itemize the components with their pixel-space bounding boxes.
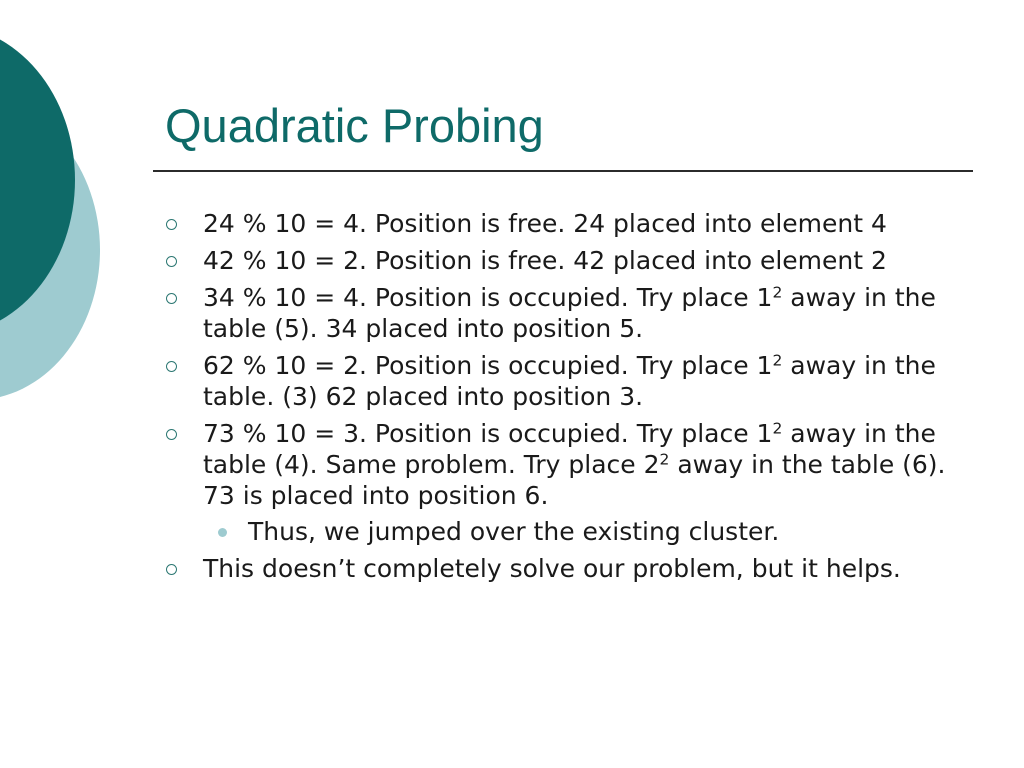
bullet-item	[160, 553, 970, 584]
bullet-text-part: away in the table. (3) 62 placed into position 3.	[203, 351, 936, 411]
bullet-item	[160, 208, 970, 239]
exponent: 2	[772, 283, 783, 302]
bullet-item	[160, 350, 970, 412]
sub-bullet-list	[203, 516, 970, 547]
bullet-text-part: 73 % 10 = 3. Position is occupied. Try place 1	[203, 419, 773, 448]
title-divider	[153, 170, 973, 172]
bullet-list	[160, 208, 970, 590]
bullet-item	[160, 282, 970, 344]
bullet-text: 42 % 10 = 2. Position is free. 42 placed into element 2	[203, 246, 887, 275]
bullet-text-part: 34 % 10 = 4. Position is occupied. Try place 1	[203, 283, 773, 312]
exponent: 2	[772, 419, 783, 438]
filled-dot-bullet-icon	[218, 528, 227, 537]
slide-title: Quadratic Probing	[165, 99, 544, 152]
bullet-text-part: 62 % 10 = 2. Position is occupied. Try place 1	[203, 351, 773, 380]
hollow-circle-bullet-icon	[166, 219, 177, 230]
hollow-circle-bullet-icon	[166, 256, 177, 267]
bullet-item	[160, 245, 970, 276]
exponent: 2	[659, 450, 670, 469]
hollow-circle-bullet-icon	[166, 429, 177, 440]
bullet-text-part: away in the table (4). Same problem. Try place 2	[203, 419, 936, 479]
hollow-circle-bullet-icon	[166, 361, 177, 372]
hollow-circle-bullet-icon	[166, 564, 177, 575]
sub-bullet-item	[203, 516, 970, 547]
bullet-text: This doesn’t completely solve our problem, but it helps.	[203, 554, 901, 583]
bullet-text: 24 % 10 = 4. Position is free. 24 placed into element 4	[203, 209, 887, 238]
sub-bullet-text: Thus, we jumped over the existing cluster.	[248, 517, 780, 546]
bullet-text-part: away in the table (6). 73 is placed into position 6.	[203, 450, 946, 510]
hollow-circle-bullet-icon	[166, 293, 177, 304]
exponent: 2	[772, 351, 783, 370]
bullet-text-part: away in the table (5). 34 placed into position 5.	[203, 283, 936, 343]
bullet-item	[160, 418, 970, 547]
